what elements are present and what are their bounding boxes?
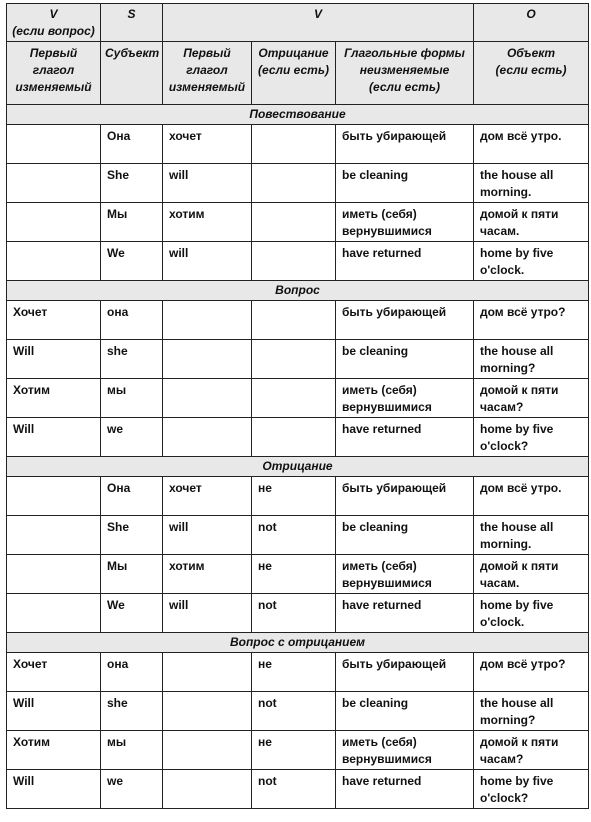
table-row [7,594,589,633]
cell-first-verb: will [163,594,252,633]
header-sub-row [7,42,589,105]
cell-subject: Мы [101,555,163,594]
cell-first-verb: хочет [163,477,252,516]
cell-first-verb-question: Will [7,692,101,731]
cell-object: home by five o'clock? [474,418,589,457]
cell-verb-forms: have returned [336,242,474,281]
cell-subject: We [101,242,163,281]
cell-first-verb-question: Хочет [7,301,101,340]
header-v-question: V (если вопрос) [7,4,101,42]
cell-first-verb-question: Will [7,418,101,457]
table-row [7,125,589,164]
grammar-table [6,3,589,809]
cell-object: home by five o'clock. [474,594,589,633]
cell-subject: Она [101,125,163,164]
cell-first-verb-question [7,555,101,594]
cell-first-verb: хочет [163,125,252,164]
cell-negation [252,301,336,340]
table-row [7,418,589,457]
cell-negation [252,340,336,379]
cell-verb-forms: have returned [336,418,474,457]
cell-subject: she [101,340,163,379]
table-row [7,653,589,692]
cell-verb-forms: иметь (себя) вернувшимися [336,203,474,242]
cell-subject: мы [101,731,163,770]
cell-subject: she [101,692,163,731]
cell-first-verb-question [7,242,101,281]
cell-first-verb [163,418,252,457]
cell-object: домой к пяти часам. [474,555,589,594]
table-row [7,731,589,770]
cell-negation: не [252,653,336,692]
cell-first-verb-question [7,203,101,242]
cell-first-verb-question [7,125,101,164]
cell-negation [252,418,336,457]
cell-subject: we [101,418,163,457]
cell-object: дом всё утро? [474,653,589,692]
cell-negation: не [252,477,336,516]
header-verb-forms: Глагольные формы неизменяемые (если есть) [336,42,474,105]
cell-negation: не [252,731,336,770]
table-row [7,164,589,203]
cell-first-verb [163,301,252,340]
cell-object: домой к пяти часам? [474,731,589,770]
cell-verb-forms: be cleaning [336,692,474,731]
cell-object: the house all morning? [474,692,589,731]
cell-subject: She [101,164,163,203]
header-v: V [163,4,474,42]
section-header-row [7,105,589,125]
cell-negation [252,242,336,281]
cell-negation: not [252,516,336,555]
section-title: Вопрос с отрицанием [7,633,589,653]
table-row [7,555,589,594]
cell-first-verb-question: Хотим [7,731,101,770]
table-row [7,203,589,242]
cell-first-verb [163,340,252,379]
cell-first-verb [163,770,252,809]
cell-verb-forms: быть убирающей [336,477,474,516]
grammar-table-body [7,4,589,809]
cell-verb-forms: иметь (себя) вернувшимися [336,731,474,770]
cell-negation [252,164,336,203]
cell-first-verb [163,692,252,731]
header-first-verb-question: Первый глагол изменяемый [7,42,101,105]
header-first-verb: Первый глагол изменяемый [163,42,252,105]
cell-object: дом всё утро? [474,301,589,340]
cell-object: домой к пяти часам. [474,203,589,242]
cell-first-verb-question [7,594,101,633]
table-row [7,301,589,340]
section-title: Отрицание [7,457,589,477]
cell-first-verb-question: Will [7,340,101,379]
table-row [7,516,589,555]
table-row [7,242,589,281]
cell-object: the house all morning. [474,516,589,555]
section-header-row [7,457,589,477]
header-object: Объект (если есть) [474,42,589,105]
cell-negation: not [252,594,336,633]
cell-verb-forms: have returned [336,770,474,809]
section-header-row [7,633,589,653]
header-subject: Субъект [101,42,163,105]
cell-first-verb-question [7,516,101,555]
header-top-row [7,4,589,42]
cell-object: домой к пяти часам? [474,379,589,418]
cell-verb-forms: be cleaning [336,340,474,379]
cell-first-verb: хотим [163,555,252,594]
cell-negation: не [252,555,336,594]
section-title: Повествование [7,105,589,125]
cell-first-verb-question: Will [7,770,101,809]
header-negation: Отрицание (если есть) [252,42,336,105]
cell-first-verb: will [163,242,252,281]
table-row [7,340,589,379]
cell-object: дом всё утро. [474,125,589,164]
cell-subject: Она [101,477,163,516]
cell-verb-forms: быть убирающей [336,301,474,340]
table-row [7,477,589,516]
cell-first-verb-question [7,477,101,516]
cell-first-verb-question [7,164,101,203]
cell-subject: она [101,653,163,692]
cell-object: home by five o'clock? [474,770,589,809]
cell-verb-forms: иметь (себя) вернувшимися [336,379,474,418]
section-header-row [7,281,589,301]
cell-negation [252,379,336,418]
cell-verb-forms: have returned [336,594,474,633]
cell-verb-forms: иметь (себя) вернувшимися [336,555,474,594]
table-row [7,379,589,418]
section-title: Вопрос [7,281,589,301]
header-o: O [474,4,589,42]
cell-object: home by five o'clock. [474,242,589,281]
cell-subject: We [101,594,163,633]
cell-first-verb-question: Хочет [7,653,101,692]
cell-first-verb [163,653,252,692]
cell-first-verb: хотим [163,203,252,242]
cell-verb-forms: быть убирающей [336,125,474,164]
cell-verb-forms: be cleaning [336,164,474,203]
cell-subject: She [101,516,163,555]
cell-negation: not [252,692,336,731]
cell-object: the house all morning. [474,164,589,203]
cell-object: the house all morning? [474,340,589,379]
cell-first-verb: will [163,164,252,203]
cell-object: дом всё утро. [474,477,589,516]
cell-subject: we [101,770,163,809]
cell-negation [252,125,336,164]
cell-first-verb-question: Хотим [7,379,101,418]
cell-subject: Мы [101,203,163,242]
cell-first-verb [163,379,252,418]
cell-verb-forms: be cleaning [336,516,474,555]
cell-verb-forms: быть убирающей [336,653,474,692]
cell-negation: not [252,770,336,809]
header-s: S [101,4,163,42]
cell-first-verb [163,731,252,770]
cell-subject: она [101,301,163,340]
cell-negation [252,203,336,242]
cell-subject: мы [101,379,163,418]
table-row [7,770,589,809]
cell-first-verb: will [163,516,252,555]
table-row [7,692,589,731]
